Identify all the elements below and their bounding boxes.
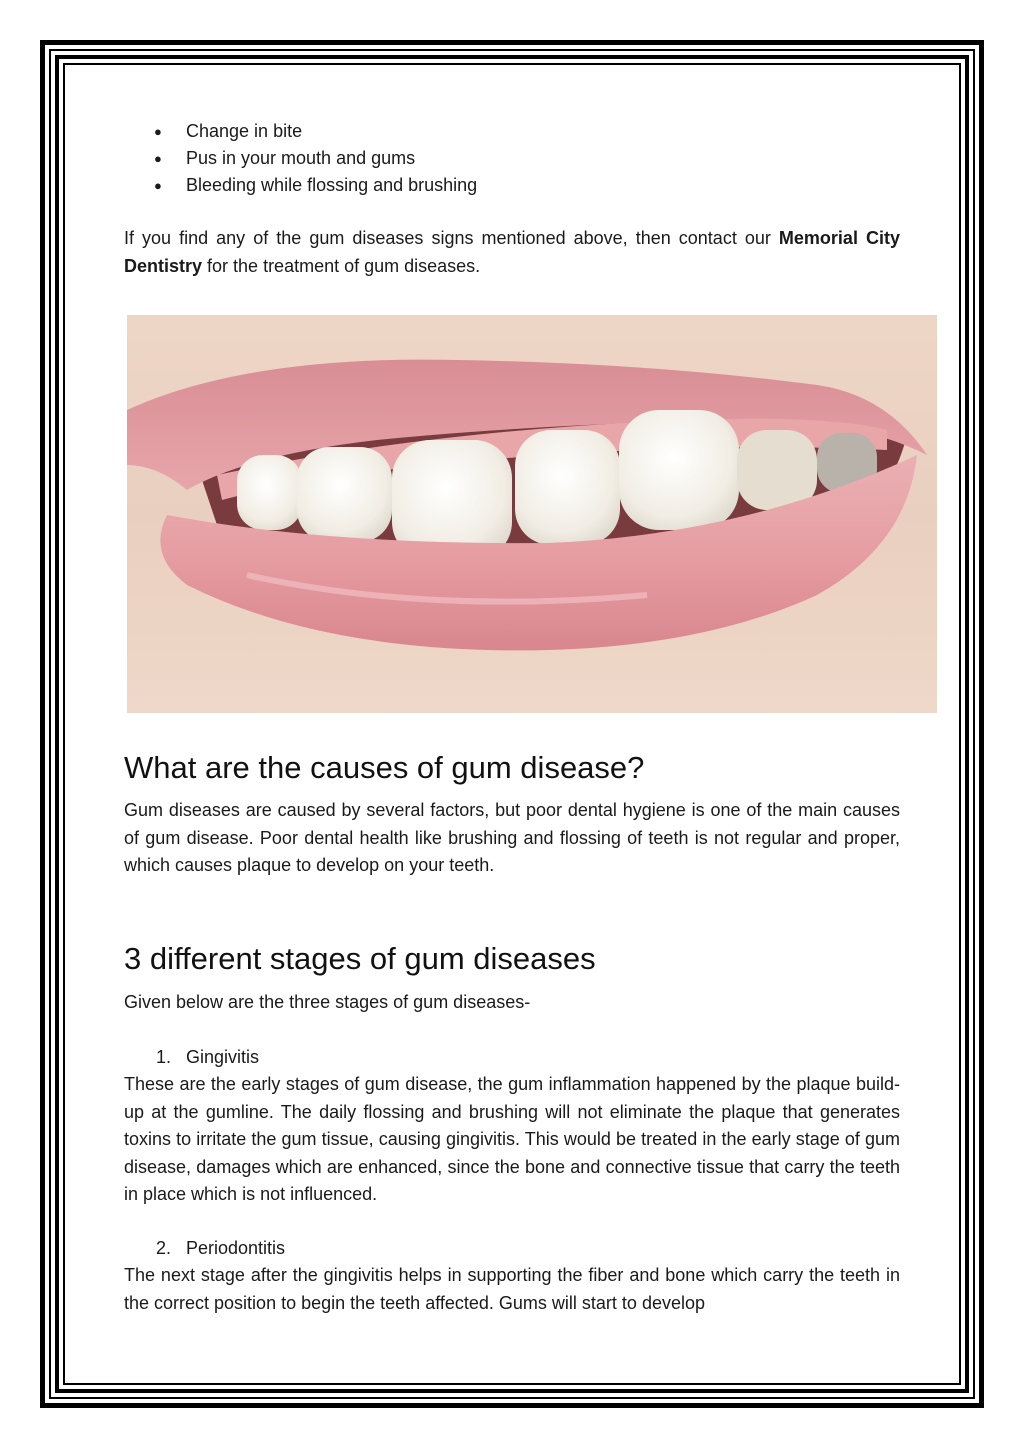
symptom-list <box>124 118 900 199</box>
contact-paragraph <box>124 225 900 280</box>
stage-name: Gingivitis <box>186 1047 260 1067</box>
stage-description-periodontitis: The next stage after the gingivitis helps in supporting the fiber and bone which carry the teeth in the correct position to begin the teeth affected. Gums will start to develop <box>124 1265 900 1313</box>
stage-title-periodontitis <box>156 1235 285 1262</box>
stage-description-gingivitis: These are the early stages of gum disease, the gum inflammation happened by the plaque build-up at the gumline. The daily flossing and brushing will not eliminate the plaque that generates toxins to irritate the gum tissue, causing gingivitis. This would be treated in the early stage of gum disease, damages which are enhanced, since the bone and connective tissue that carry the teeth in place which is not influenced. <box>124 1074 900 1204</box>
causes-paragraph: Gum diseases are caused by several factors, but poor dental hygiene is one of the main causes of gum disease. Poor dental health like brushing and flossing of teeth is not regular and proper, which causes plaque to develop on your teeth. <box>124 800 900 875</box>
list-item: ● Bleeding while flossing and brushing <box>154 172 900 199</box>
stages-heading: 3 different stages of gum diseases <box>124 941 596 976</box>
intro-section <box>124 118 900 280</box>
stage-name: Periodontitis <box>186 1238 286 1258</box>
contact-text: If you find any of the gum diseases signs mentioned above, then contact our <box>124 228 779 248</box>
contact-text-end: for the treatment of gum diseases. <box>202 255 481 276</box>
causes-heading: What are the causes of gum disease? <box>124 750 645 785</box>
list-item: ● Change in bite <box>154 118 900 145</box>
stages-intro: Given below are the three stages of gum diseases- <box>124 992 531 1012</box>
smiling-mouth-photo <box>127 315 937 713</box>
list-item: ● Pus in your mouth and gums <box>154 145 900 172</box>
clinic-name: Memorial City Dentistry <box>124 228 900 276</box>
stage-title-gingivitis <box>156 1044 259 1071</box>
stage-number: 2. <box>156 1238 172 1258</box>
stage-number: 1. <box>156 1047 172 1067</box>
